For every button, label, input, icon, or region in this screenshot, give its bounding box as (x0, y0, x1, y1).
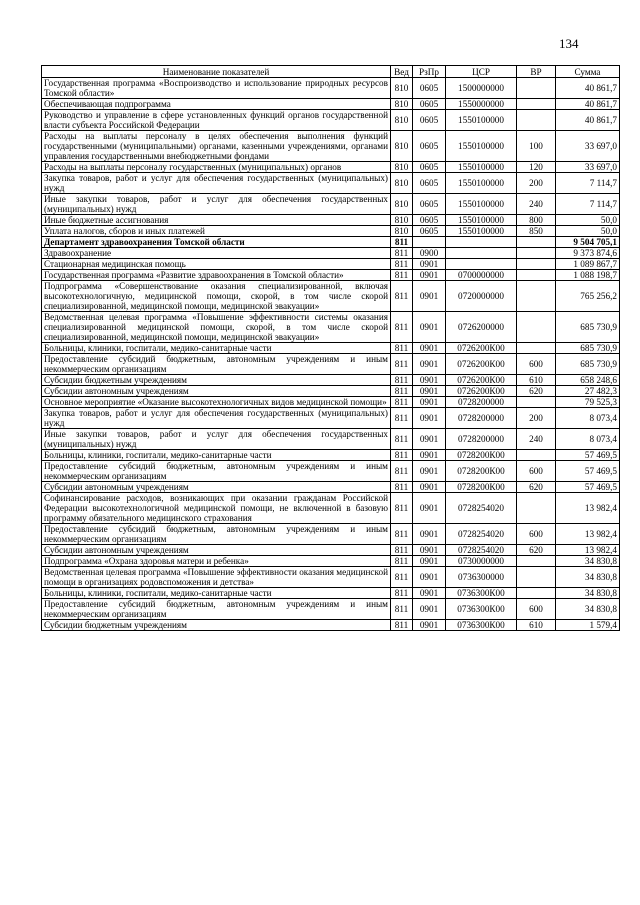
table-header-row (42, 66, 620, 78)
cell-rzpr (413, 237, 446, 248)
cell-rzpr: 0901 (413, 599, 446, 620)
cell-sum: 57 469,5 (556, 482, 620, 493)
cell-rzpr: 0901 (413, 493, 446, 524)
cell-sum: 40 861,7 (556, 78, 620, 99)
cell-csr: 1550100000 (446, 215, 517, 226)
cell-ved: 811 (391, 397, 413, 408)
cell-name: Закупка товаров, работ и услуг для обеспечения государственных (муниципальных) нужд (42, 173, 391, 194)
cell-vr: 800 (517, 215, 556, 226)
cell-vr (517, 493, 556, 524)
table-row (42, 429, 620, 450)
cell-name: Субсидии автономным учреждениям (42, 386, 391, 397)
cell-sum: 658 248,6 (556, 375, 620, 386)
cell-ved: 811 (391, 588, 413, 599)
cell-ved: 810 (391, 78, 413, 99)
table-row (42, 281, 620, 312)
header-sum: Сумма (556, 66, 620, 78)
cell-vr (517, 343, 556, 354)
cell-ved: 811 (391, 556, 413, 567)
cell-ved: 811 (391, 450, 413, 461)
table-row (42, 386, 620, 397)
cell-csr: 0720000000 (446, 281, 517, 312)
cell-csr: 1550100000 (446, 110, 517, 131)
cell-rzpr: 0901 (413, 354, 446, 375)
cell-rzpr: 0901 (413, 386, 446, 397)
table-row (42, 78, 620, 99)
table-row (42, 493, 620, 524)
cell-sum: 9 373 874,6 (556, 248, 620, 259)
cell-csr (446, 237, 517, 248)
cell-ved: 811 (391, 248, 413, 259)
cell-name: Софинансирование расходов, возникающих при оказании гражданам Российской Федерации высокотехнологичной медицинской помощи, не включенной в базовую программу обязательного медицинского страхования (42, 493, 391, 524)
cell-csr: 0726200К00 (446, 354, 517, 375)
cell-ved: 811 (391, 386, 413, 397)
table-row (42, 408, 620, 429)
table-row (42, 343, 620, 354)
cell-name: Закупка товаров, работ и услуг для обеспечения государственных (муниципальных) нужд (42, 408, 391, 429)
cell-sum: 79 525,3 (556, 397, 620, 408)
cell-csr: 0728254020 (446, 545, 517, 556)
cell-name: Уплата налогов, сборов и иных платежей (42, 226, 391, 237)
cell-rzpr: 0900 (413, 248, 446, 259)
cell-rzpr: 0901 (413, 567, 446, 588)
cell-sum: 7 114,7 (556, 194, 620, 215)
cell-sum: 57 469,5 (556, 461, 620, 482)
cell-ved: 810 (391, 162, 413, 173)
table-row (42, 270, 620, 281)
cell-ved: 811 (391, 281, 413, 312)
cell-vr: 850 (517, 226, 556, 237)
cell-name: Больницы, клиники, госпитали, медико-санитарные части (42, 450, 391, 461)
cell-sum: 33 697,0 (556, 162, 620, 173)
cell-name: Расходы на выплаты персоналу в целях обеспечения выполнения функций государственными (муниципальными) органами, казенными учреждениями, органами управления государственными внебюджетными фондами (42, 131, 391, 162)
cell-sum: 34 830,8 (556, 556, 620, 567)
cell-name: Субсидии бюджетным учреждениям (42, 375, 391, 386)
cell-vr: 240 (517, 429, 556, 450)
cell-name: Департамент здравоохранения Томской области (42, 237, 391, 248)
cell-csr: 0728200К00 (446, 450, 517, 461)
cell-ved: 811 (391, 259, 413, 270)
cell-vr (517, 78, 556, 99)
cell-sum: 57 469,5 (556, 450, 620, 461)
cell-rzpr: 0605 (413, 110, 446, 131)
cell-csr: 0736300К00 (446, 599, 517, 620)
table-row (42, 194, 620, 215)
cell-csr: 1550000000 (446, 99, 517, 110)
header-vr: ВР (517, 66, 556, 78)
cell-name: Предоставление субсидий бюджетным, автономным учреждениям и иным некоммерческим организациям (42, 461, 391, 482)
cell-ved: 810 (391, 215, 413, 226)
cell-rzpr: 0605 (413, 131, 446, 162)
cell-csr: 0728200000 (446, 429, 517, 450)
cell-vr: 600 (517, 354, 556, 375)
cell-name: Стационарная медицинская помощь (42, 259, 391, 270)
table-body (42, 78, 620, 631)
cell-sum: 34 830,8 (556, 567, 620, 588)
cell-vr: 600 (517, 599, 556, 620)
table-row (42, 99, 620, 110)
cell-sum: 40 861,7 (556, 110, 620, 131)
cell-ved: 811 (391, 461, 413, 482)
cell-csr: 0726200000 (446, 312, 517, 343)
table-row (42, 354, 620, 375)
cell-rzpr: 0901 (413, 482, 446, 493)
cell-sum: 7 114,7 (556, 173, 620, 194)
cell-sum: 34 830,8 (556, 599, 620, 620)
table-row (42, 397, 620, 408)
cell-csr: 0728200К00 (446, 482, 517, 493)
cell-rzpr: 0901 (413, 524, 446, 545)
cell-vr: 120 (517, 162, 556, 173)
cell-rzpr: 0901 (413, 281, 446, 312)
cell-vr: 200 (517, 173, 556, 194)
table-row (42, 215, 620, 226)
cell-sum: 13 982,4 (556, 493, 620, 524)
cell-csr: 0726200К00 (446, 375, 517, 386)
table-row (42, 226, 620, 237)
cell-name: Предоставление субсидий бюджетным, автономным учреждениям и иным некоммерческим организациям (42, 599, 391, 620)
cell-vr: 620 (517, 482, 556, 493)
cell-csr: 0726200К00 (446, 386, 517, 397)
cell-rzpr: 0901 (413, 375, 446, 386)
cell-vr: 600 (517, 461, 556, 482)
cell-csr: 0728254020 (446, 493, 517, 524)
cell-ved: 811 (391, 270, 413, 281)
cell-csr: 1550100000 (446, 131, 517, 162)
cell-name: Субсидии автономным учреждениям (42, 482, 391, 493)
cell-rzpr: 0901 (413, 270, 446, 281)
table-row (42, 259, 620, 270)
cell-name: Больницы, клиники, госпитали, медико-санитарные части (42, 588, 391, 599)
cell-ved: 811 (391, 524, 413, 545)
cell-ved: 811 (391, 237, 413, 248)
cell-name: Иные закупки товаров, работ и услуг для обеспечения государственных (муниципальных) нужд (42, 194, 391, 215)
budget-table (41, 65, 620, 631)
page-number: 134 (559, 36, 579, 51)
cell-sum: 40 861,7 (556, 99, 620, 110)
cell-ved: 810 (391, 131, 413, 162)
cell-vr: 610 (517, 375, 556, 386)
cell-name: Ведомственная целевая программа «Повышение эффективности оказания медицинской помощи в организациях родовспоможения и детства» (42, 567, 391, 588)
header-ved: Вед (391, 66, 413, 78)
cell-csr: 0728200000 (446, 408, 517, 429)
cell-rzpr: 0901 (413, 408, 446, 429)
cell-name: Больницы, клиники, госпитали, медико-санитарные части (42, 343, 391, 354)
cell-ved: 811 (391, 482, 413, 493)
table-row (42, 312, 620, 343)
cell-name: Субсидии автономным учреждениям (42, 545, 391, 556)
cell-csr: 0736300К00 (446, 588, 517, 599)
table-row (42, 162, 620, 173)
cell-rzpr: 0605 (413, 78, 446, 99)
cell-rzpr: 0901 (413, 620, 446, 631)
cell-ved: 811 (391, 493, 413, 524)
cell-vr: 620 (517, 545, 556, 556)
cell-ved: 811 (391, 429, 413, 450)
table-row (42, 375, 620, 386)
cell-rzpr: 0901 (413, 545, 446, 556)
cell-ved: 811 (391, 343, 413, 354)
cell-sum: 13 982,4 (556, 524, 620, 545)
cell-vr (517, 281, 556, 312)
cell-name: Иные бюджетные ассигнования (42, 215, 391, 226)
header-name: Наименование показателей (42, 66, 391, 78)
cell-ved: 811 (391, 354, 413, 375)
cell-name: Субсидии бюджетным учреждениям (42, 620, 391, 631)
cell-csr: 1550100000 (446, 194, 517, 215)
cell-vr (517, 397, 556, 408)
cell-csr (446, 248, 517, 259)
cell-sum: 765 256,2 (556, 281, 620, 312)
cell-sum: 685 730,9 (556, 312, 620, 343)
cell-csr: 1550100000 (446, 173, 517, 194)
cell-name: Предоставление субсидий бюджетным, автономным учреждениям и иным некоммерческим организациям (42, 524, 391, 545)
cell-csr: 0728200000 (446, 397, 517, 408)
cell-csr: 1500000000 (446, 78, 517, 99)
table-row (42, 173, 620, 194)
cell-name: Ведомственная целевая программа «Повышение эффективности системы оказания специализированной медицинской помощи, скорой, в том числе скорой специализированной, медицинской помощи, медицинской эвакуации» (42, 312, 391, 343)
cell-sum: 1 089 867,7 (556, 259, 620, 270)
cell-rzpr: 0901 (413, 259, 446, 270)
cell-name: Основное мероприятие «Оказание высокотехнологичных видов медицинской помощи» (42, 397, 391, 408)
cell-vr (517, 99, 556, 110)
cell-name: Подпрограмма «Совершенствование оказания специализированной, включая высокотехнологичную, медицинской помощи, скорой, в том числе скорой специализированной, медицинской помощи, медицинской эвакуации» (42, 281, 391, 312)
cell-name: Государственная программа «Развитие здравоохранения в Томской области» (42, 270, 391, 281)
cell-csr: 0728254020 (446, 524, 517, 545)
cell-rzpr: 0901 (413, 397, 446, 408)
cell-name: Подпрограмма «Охрана здоровья матери и ребенка» (42, 556, 391, 567)
table-row (42, 131, 620, 162)
cell-vr (517, 312, 556, 343)
cell-ved: 811 (391, 545, 413, 556)
cell-vr: 610 (517, 620, 556, 631)
cell-rzpr: 0605 (413, 215, 446, 226)
cell-csr: 0700000000 (446, 270, 517, 281)
cell-sum: 34 830,8 (556, 588, 620, 599)
cell-sum: 8 073,4 (556, 408, 620, 429)
cell-rzpr: 0605 (413, 162, 446, 173)
cell-name: Здравоохранение (42, 248, 391, 259)
cell-sum: 27 482,3 (556, 386, 620, 397)
cell-ved: 810 (391, 110, 413, 131)
cell-vr (517, 237, 556, 248)
table-row (42, 588, 620, 599)
cell-sum: 685 730,9 (556, 343, 620, 354)
cell-csr: 0726200К00 (446, 343, 517, 354)
cell-ved: 810 (391, 194, 413, 215)
cell-rzpr: 0605 (413, 99, 446, 110)
cell-csr: 0736300000 (446, 567, 517, 588)
cell-ved: 811 (391, 599, 413, 620)
table-row (42, 567, 620, 588)
cell-name: Расходы на выплаты персоналу государственных (муниципальных) органов (42, 162, 391, 173)
cell-rzpr: 0901 (413, 556, 446, 567)
cell-csr: 1550100000 (446, 162, 517, 173)
cell-sum: 1 088 198,7 (556, 270, 620, 281)
cell-rzpr: 0901 (413, 450, 446, 461)
cell-name: Иные закупки товаров, работ и услуг для обеспечения государственных (муниципальных) нужд (42, 429, 391, 450)
cell-name: Обеспечивающая подпрограмма (42, 99, 391, 110)
cell-ved: 811 (391, 620, 413, 631)
cell-sum: 1 579,4 (556, 620, 620, 631)
table-row (42, 556, 620, 567)
cell-sum: 8 073,4 (556, 429, 620, 450)
table-row (42, 248, 620, 259)
cell-csr: 0730000000 (446, 556, 517, 567)
cell-vr: 600 (517, 524, 556, 545)
table-row (42, 524, 620, 545)
cell-name: Руководство и управление в сфере установленных функций органов государственной власти субъекта Российской Федерации (42, 110, 391, 131)
cell-ved: 810 (391, 173, 413, 194)
table-row (42, 482, 620, 493)
table-row (42, 620, 620, 631)
cell-rzpr: 0901 (413, 461, 446, 482)
cell-vr (517, 450, 556, 461)
cell-ved: 810 (391, 99, 413, 110)
cell-rzpr: 0901 (413, 429, 446, 450)
cell-rzpr: 0901 (413, 312, 446, 343)
cell-vr: 620 (517, 386, 556, 397)
cell-name: Предоставление субсидий бюджетным, автономным учреждениям и иным некоммерческим организациям (42, 354, 391, 375)
cell-rzpr: 0605 (413, 173, 446, 194)
cell-vr (517, 567, 556, 588)
cell-vr (517, 270, 556, 281)
table-row (42, 110, 620, 131)
cell-csr (446, 259, 517, 270)
cell-vr (517, 588, 556, 599)
header-rzpr: РзПр (413, 66, 446, 78)
cell-vr: 200 (517, 408, 556, 429)
table-row (42, 545, 620, 556)
cell-sum: 50,0 (556, 226, 620, 237)
cell-sum: 33 697,0 (556, 131, 620, 162)
cell-rzpr: 0605 (413, 194, 446, 215)
cell-sum: 685 730,9 (556, 354, 620, 375)
cell-vr (517, 248, 556, 259)
cell-ved: 810 (391, 226, 413, 237)
cell-rzpr: 0901 (413, 588, 446, 599)
cell-sum: 13 982,4 (556, 545, 620, 556)
table-row (42, 450, 620, 461)
cell-vr (517, 110, 556, 131)
cell-ved: 811 (391, 567, 413, 588)
cell-csr: 1550100000 (446, 226, 517, 237)
cell-rzpr: 0605 (413, 226, 446, 237)
header-csr: ЦСР (446, 66, 517, 78)
cell-ved: 811 (391, 408, 413, 429)
cell-vr (517, 556, 556, 567)
cell-vr: 100 (517, 131, 556, 162)
cell-csr: 0736300К00 (446, 620, 517, 631)
table-row (42, 461, 620, 482)
table-row (42, 599, 620, 620)
cell-vr: 240 (517, 194, 556, 215)
table-row (42, 237, 620, 248)
cell-rzpr: 0901 (413, 343, 446, 354)
cell-name: Государственная программа «Воспроизводство и использование природных ресурсов Томской области» (42, 78, 391, 99)
cell-sum: 50,0 (556, 215, 620, 226)
cell-csr: 0728200К00 (446, 461, 517, 482)
cell-ved: 811 (391, 312, 413, 343)
cell-sum: 9 504 705,1 (556, 237, 620, 248)
cell-ved: 811 (391, 375, 413, 386)
cell-vr (517, 259, 556, 270)
